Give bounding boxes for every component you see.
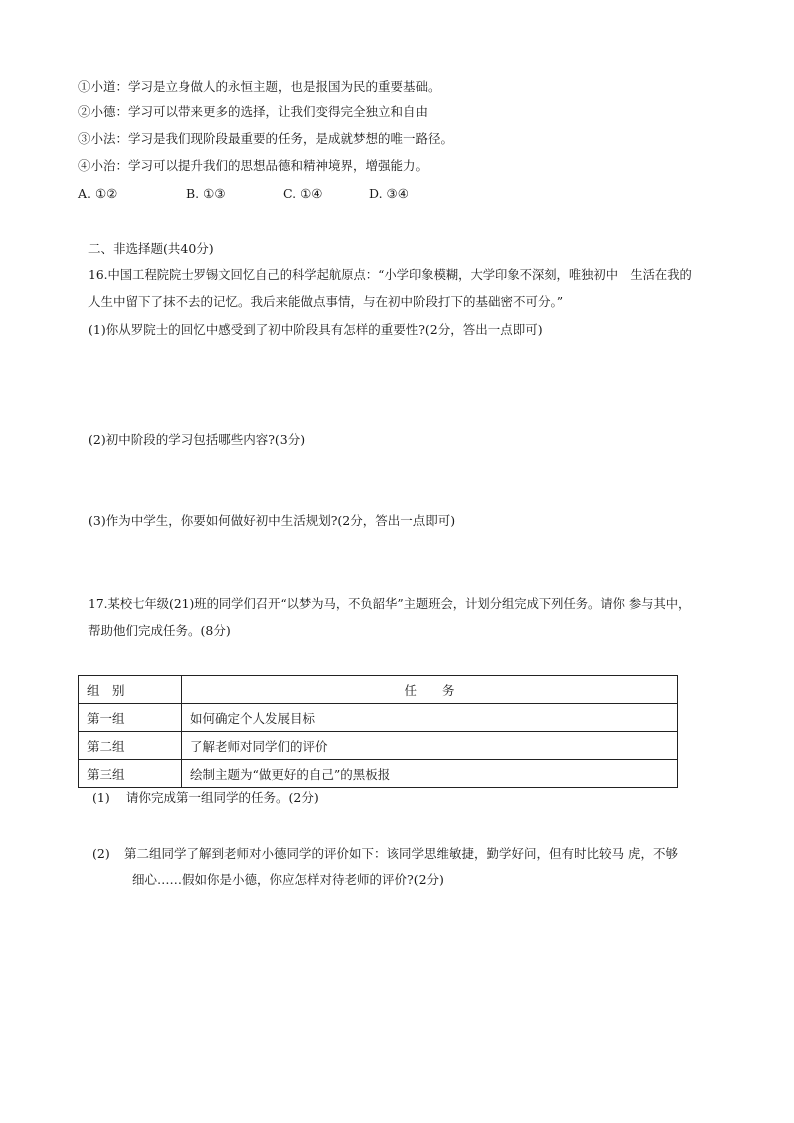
task-table (78, 675, 678, 788)
section-title: 二、非选择题(共40分) (88, 241, 214, 256)
q16-sub3: (3)作为中学生，你要如何做好初中生活规划?(2分，答出一点即可) (88, 513, 456, 528)
choice-b: B. ①③ (186, 186, 226, 201)
q17-stem-line2: 帮助他们完成任务。(8分) (88, 623, 231, 638)
q16-stem-line2: 人生中留下了抹不去的记忆。我后来能做点事情，与在初中阶段打下的基础密不可分。” (88, 294, 564, 309)
q16-sub2: (2)初中阶段的学习包括哪些内容?(3分) (88, 432, 306, 447)
option-3: ③小法：学习是我们现阶段最重要的任务，是成就梦想的唯一路径。 (78, 131, 454, 146)
option-2: ②小德：学习可以带来更多的选择，让我们变得完全独立和自由 (78, 104, 429, 119)
q17-stem-line1: 17.某校七年级(21)班的同学们召开“以梦为马，不负韶华”主题班会，计划分组完成下列任务。请你 参与其中， (88, 597, 691, 611)
table-header-row (79, 676, 678, 704)
table-header-task: 任 务 (182, 676, 678, 704)
choice-d: D. ③④ (369, 186, 409, 201)
table-cell-group: 第二组 (79, 732, 182, 760)
q17-sub2-number: (2) (92, 846, 110, 861)
choice-a: A. ①② (78, 186, 118, 201)
answer-choices (78, 186, 409, 202)
option-4: ④小治：学习可以提升我们的思想品德和精神境界，增强能力。 (78, 158, 429, 173)
choice-c: C. ①④ (283, 186, 323, 201)
table-cell-task: 了解老师对同学们的评价 (182, 732, 678, 760)
option-1: ①小道：学习是立身做人的永恒主题，也是报国为民的重要基础。 (78, 79, 441, 94)
q17-sub1-number: (1) (92, 790, 110, 805)
table-row (79, 732, 678, 760)
q16-stem-line1: 16.中国工程院院士罗锡文回忆自己的科学起航原点：“小学印象模糊，大学印象不深刻，唯独初中 生活在我的 (88, 268, 692, 282)
table-row (79, 760, 678, 788)
table-cell-group: 第一组 (79, 704, 182, 732)
table-cell-group: 第三组 (79, 760, 182, 788)
table-cell-task: 如何确定个人发展目标 (182, 704, 678, 732)
q17-sub2-line2: 细心……假如你是小德，你应怎样对待老师的评价?(2分) (132, 872, 444, 887)
table-header-group: 组 别 (79, 676, 182, 704)
q17-sub2-line1: 第二组同学了解到老师对小德同学的评价如下：该同学思维敏捷，勤学好问，但有时比较马 虎，不够 (124, 846, 678, 861)
table-cell-task: 绘制主题为“做更好的自己”的黑板报 (182, 760, 678, 788)
table-row (79, 704, 678, 732)
q17-sub1-text: 请你完成第一组同学的任务。(2分) (126, 790, 319, 805)
q16-sub1: (1)你从罗院士的回忆中感受到了初中阶段具有怎样的重要性?(2分，答出一点即可) (88, 322, 543, 337)
